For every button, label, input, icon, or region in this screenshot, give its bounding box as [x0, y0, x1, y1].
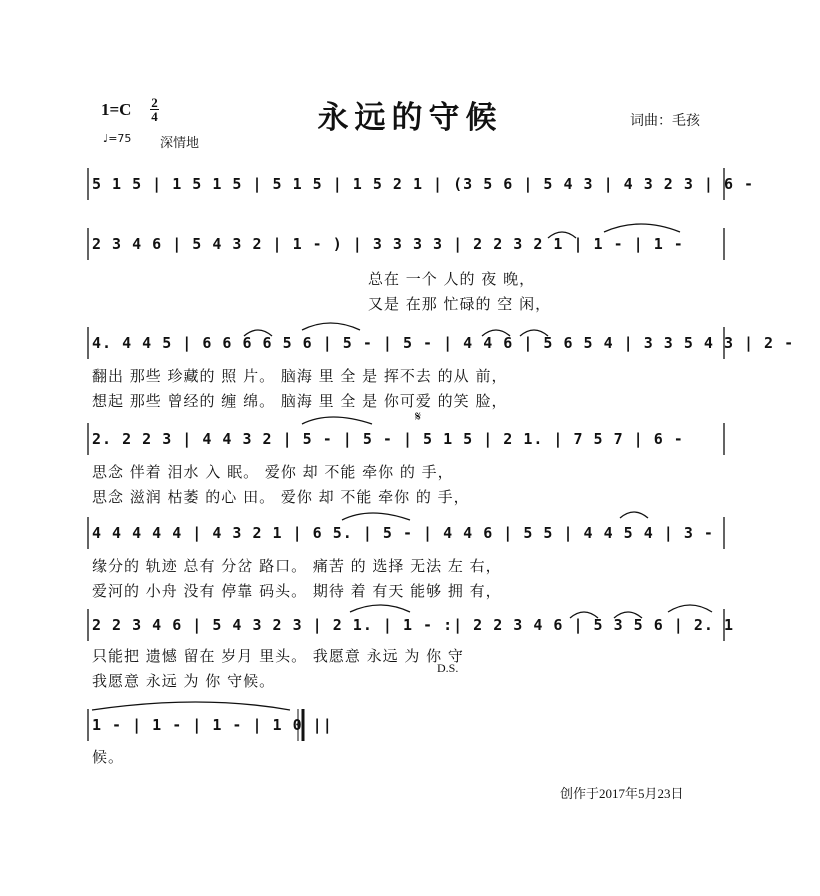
lyric-line-3-verse-1: 翻出 那些 珍藏的 照 片。 脑海 里 全 是 挥不去 的从 前， — [92, 367, 508, 385]
lyric-line-4-verse-2: 思念 滋润 枯萎 的心 田。 爱你 却 不能 牵你 的 手， — [92, 488, 470, 506]
author-credit: 词曲：毛孩 — [630, 113, 700, 129]
lyric-line-6-verse-1: 只能把 遗憾 留在 岁月 里头。 我愿意 永远 为 你 守 — [92, 647, 464, 665]
time-signature-bottom: 4 — [151, 109, 158, 124]
tempo-marking: ♩=75 — [103, 132, 132, 145]
dal-segno-mark: D.S. — [437, 661, 459, 675]
notation-line-7: 1 - | 1 - | 1 - | 1 0 || — [92, 716, 333, 734]
lyric-line-6-verse-2: 我愿意 永远 为 你 守候。 — [92, 672, 276, 690]
song-title: 永远的守候 — [317, 100, 503, 136]
notation-line-1: 5 1 5 | 1 5 1 5 | 5 1 5 | 1 5 2 1 | (3 5 6 | 5 4 3 | 4 3 2 3 | 6 - — [92, 175, 755, 193]
expression-marking: 深情地 — [160, 136, 200, 151]
lyric-line-5-verse-2: 爱河的 小舟 没有 停靠 码头。 期待 着 有天 能够 拥 有， — [92, 582, 502, 600]
lyric-line-5-verse-1: 缘分的 轨迹 总有 分岔 路口。 痛苦 的 选择 无法 左 右， — [92, 557, 502, 575]
composition-date: 创作于2017年5月23日 — [560, 786, 684, 801]
lyric-line-4-verse-1: 思念 伴着 泪水 入 眠。 爱你 却 不能 牵你 的 手， — [92, 463, 454, 481]
time-signature-top: 2 — [151, 95, 158, 110]
lyric-line-3-verse-2: 想起 那些 曾经的 缠 绵。 脑海 里 全 是 你可爱 的笑 脸， — [92, 392, 508, 410]
lyric-line-2-verse-1: 总在 一个 人的 夜 晚， — [368, 270, 536, 288]
lyric-line-2-verse-2: 又是 在那 忙碌的 空 闲， — [368, 295, 552, 313]
key-signature: 1=C — [101, 100, 132, 119]
lyric-line-7: 候。 — [92, 748, 125, 766]
segno-sign: 𝄋 — [415, 410, 422, 425]
notation-line-3: 4. 4 4 5 | 6 6 6 6 5 6 | 5 - | 5 - | 4 4 6 | 5 6 5 4 | 3 3 5 4 3 | 2 - — [92, 334, 795, 352]
notation-line-6: 2 2 3 4 6 | 5 4 3 2 3 | 2 1. | 1 - :| 2 2 3 4 6 | 5 3 5 6 | 2. 1 — [92, 616, 734, 634]
notation-line-5: 4 4 4 4 4 | 4 3 2 1 | 6 5. | 5 - | 4 4 6 | 5 5 | 4 4 5 4 | 3 - — [92, 524, 714, 542]
notation-line-4: 2. 2 2 3 | 4 4 3 2 | 5 - | 5 - | 5 1 5 | 2 1. | 7 5 7 | 6 - — [92, 430, 684, 448]
notation-line-2: 2 3 4 6 | 5 4 3 2 | 1 - ) | 3 3 3 3 | 2 2 3 2 1 | 1 - | 1 - — [92, 235, 684, 253]
